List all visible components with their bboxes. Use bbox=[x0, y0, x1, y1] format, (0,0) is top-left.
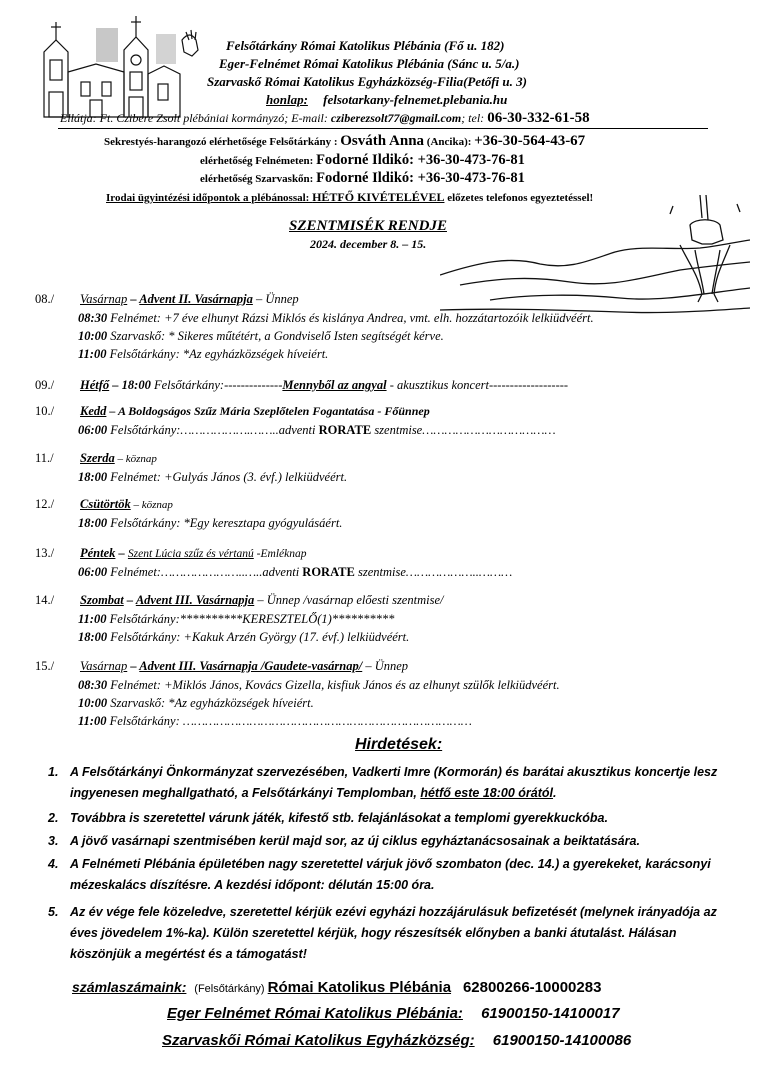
office-note: előzetes telefonos egyeztetéssel! bbox=[444, 192, 594, 204]
szarvasko-value: Fodorné Ildikó: +36-30-473-76-81 bbox=[316, 170, 525, 186]
feast-name: Advent III. Vasárnapja bbox=[135, 593, 255, 607]
mass-type: RORATE bbox=[302, 565, 355, 579]
mass-time: 08:30 bbox=[78, 311, 108, 325]
mass-time: 11:00 bbox=[78, 347, 107, 361]
feast-rank: – Ünnep bbox=[362, 659, 409, 673]
mass-3 bbox=[78, 714, 472, 729]
header-line-2: Eger-Felnémet Római Katolikus Plébánia (Sánc u. 5/a.) bbox=[219, 56, 520, 71]
feast-name: Advent II. Vasárnapja bbox=[139, 292, 253, 306]
day-name: Szombat bbox=[80, 593, 124, 607]
sacristan-name: Osváth Anna bbox=[340, 133, 425, 149]
mass-intention: Felnémet: +Gulyás János (3. évf.) lelkiüdvéért. bbox=[107, 470, 348, 484]
account-row-1 bbox=[72, 979, 601, 996]
day-number: 13./ bbox=[35, 546, 55, 560]
account-row-2 bbox=[167, 1005, 620, 1022]
szarvasko-label: elérhetőség Szarvaskőn: bbox=[200, 173, 317, 185]
feast-rank: -Emléknap bbox=[253, 548, 307, 560]
day-name: Kedd bbox=[80, 404, 107, 418]
day-header bbox=[80, 404, 430, 419]
day-number: 10./ bbox=[35, 404, 55, 418]
priest-text: Ellátja: Ft. Czibere Zsolt plébániai kormányzó; E-mail: bbox=[60, 111, 331, 125]
day-name: Hétfő bbox=[80, 378, 110, 392]
mass-time: 18:00 bbox=[78, 630, 108, 644]
mass-1 bbox=[78, 470, 347, 485]
header-line-3: Szarvaskő Római Katolikus Egyházközség-Filia(Petőfi u. 3) bbox=[207, 74, 527, 89]
office-except: HÉTFŐ KIVÉTELÉVEL bbox=[312, 190, 445, 204]
account-number: 61900150-14100086 bbox=[492, 1032, 632, 1049]
felnemet-contact bbox=[200, 152, 525, 169]
mass-time: 10:00 bbox=[78, 329, 108, 343]
day-header bbox=[80, 659, 408, 674]
mountain-figure-illustration bbox=[440, 190, 750, 320]
announcements-title: Hirdetések: bbox=[355, 736, 443, 753]
account-name: Szarvaskői Római Katolikus Egyházközség: bbox=[162, 1032, 475, 1049]
feast-name: Advent III. Vasárnapja /Gaudete-vasárnap/ bbox=[139, 659, 363, 673]
mass-2 bbox=[78, 696, 314, 711]
feast-name: Szent Lúcia szűz és vértanú bbox=[127, 548, 254, 560]
mass-intention: Szarvaskő: * Sikeres műtétért, a Gondviselő Isten segítségét kérve. bbox=[110, 329, 444, 343]
mass-time: 08:30 bbox=[78, 678, 108, 692]
announcement-2 bbox=[48, 808, 738, 829]
mass-intention: Felsőtárkány: *Egy keresztapa gyógyulásáért. bbox=[107, 516, 343, 530]
event-place: Felsőtárkány:-------------- bbox=[153, 378, 283, 392]
item-end: . bbox=[553, 786, 557, 800]
accounts-label: számlaszámaink: bbox=[72, 979, 187, 995]
item-highlight: hétfő este 18:00 órától bbox=[420, 786, 554, 800]
feast-rank: – Ünnep bbox=[252, 292, 299, 306]
item-number: 2. bbox=[48, 811, 59, 825]
item-text: A jövő vasárnapi szentmisében kerül majd sor, az új ciklus egyháztanácsosainak a beiktatására. bbox=[70, 834, 640, 848]
mass-1 bbox=[78, 565, 512, 580]
announcement-1 bbox=[48, 762, 738, 804]
day-number: 08./ bbox=[35, 292, 55, 306]
szarvasko-contact bbox=[200, 170, 525, 187]
church-illustration bbox=[36, 12, 216, 118]
sacristan-nick: (Ancika): bbox=[424, 136, 475, 148]
item-number: 4. bbox=[48, 857, 59, 871]
item-text bbox=[70, 762, 738, 804]
mass-2 bbox=[78, 630, 409, 645]
mass-time: 06:00 bbox=[78, 565, 108, 579]
mass-time: 11:00 bbox=[78, 714, 107, 728]
feast-rank: – köznap bbox=[114, 453, 157, 465]
mass-1 bbox=[78, 612, 394, 627]
mass-intention: Felnémet: +7 éve elhunyt Rázsi Miklós és kislánya Andrea, vmt. elh. hozzátartozóik lelkiüdvéért. bbox=[110, 311, 594, 325]
mass-time: 18:00 bbox=[78, 470, 108, 484]
mass-type: RORATE bbox=[318, 423, 372, 437]
day-header bbox=[80, 546, 306, 561]
item-number: 3. bbox=[48, 834, 59, 848]
schedule-dates: 2024. december 8. – 15. bbox=[310, 237, 427, 251]
mass-time: 11:00 bbox=[78, 612, 107, 626]
header-line-1: Felsőtárkány Római Katolikus Plébánia (Fő u. 182) bbox=[226, 38, 505, 53]
mass-intention: Felsőtárkány: …………………………………………………………………… bbox=[106, 714, 472, 728]
separator: – bbox=[127, 659, 140, 673]
mass-1 bbox=[78, 311, 594, 326]
event-type: - akusztikus koncert------------------- bbox=[386, 378, 569, 392]
item-number: 1. bbox=[48, 765, 59, 779]
mass-3 bbox=[78, 347, 328, 362]
separator: – bbox=[115, 546, 128, 560]
item-text: A Felnémeti Plébánia épületében nagy szeretettel várjuk jövő szombaton (dec. 14.) a gyerekeket, karácsonyi mézeskalács díszítésre. A kezdési időpont: délután 15:00 óra. bbox=[70, 857, 711, 892]
mass-1 bbox=[78, 678, 560, 693]
day-header bbox=[80, 593, 443, 608]
day-number: 12./ bbox=[35, 497, 55, 511]
tel-label: ; tel: bbox=[461, 111, 488, 125]
felnemet-label: elérhetőség Felnémeten: bbox=[200, 155, 317, 167]
priest-info bbox=[60, 110, 590, 127]
feast-name: – A Boldogságos Szűz Mária Szeplőtelen Fogantatása - Főünnep bbox=[106, 404, 430, 418]
day-number: 14./ bbox=[35, 593, 55, 607]
mass-suffix: szentmise……………………………… bbox=[371, 423, 556, 437]
account-name: Eger Felnémet Római Katolikus Plébánia: bbox=[167, 1005, 463, 1022]
day-number: 09./ bbox=[35, 378, 55, 392]
event-time: – 18:00 bbox=[109, 378, 154, 392]
office-label: Irodai ügyintézési időpontok a plébánossal: bbox=[106, 192, 313, 204]
account-parish-note: (Felsőtárkány) bbox=[194, 983, 268, 995]
feast-rank: – köznap bbox=[130, 499, 173, 511]
mass-place: Felnémet:…………………..…..adventi bbox=[107, 565, 303, 579]
mass-2 bbox=[78, 329, 444, 344]
mass-time: 06:00 bbox=[78, 423, 108, 437]
sacristan-label: Sekrestyés-harangozó elérhetősége Felsőtárkány : bbox=[104, 136, 341, 148]
mass-intention: Felsőtárkány: *Az egyházközségek híveiért. bbox=[109, 347, 329, 361]
account-number: 62800266-10000283 bbox=[462, 979, 602, 996]
item-text: Az év vége fele közeledve, szeretettel kérjük ezévi egyházi hozzájárulásuk befizetését (melynek irányadója az éves jövedelem 1%-ka). Külön szeretettel kérjük, hogy részesítsék előnyben a banki átutalást. Hálásan köszönjük a megértést és a támogatást! bbox=[70, 905, 717, 961]
day-number: 15./ bbox=[35, 659, 55, 673]
day-name: Vasárnap bbox=[80, 292, 128, 306]
account-name: Római Katolikus Plébánia bbox=[267, 979, 452, 996]
separator: – bbox=[127, 292, 140, 306]
day-number: 11./ bbox=[35, 451, 54, 465]
day-name: Szerda bbox=[80, 451, 115, 465]
account-number: 61900150-14100017 bbox=[481, 1005, 620, 1022]
felnemet-value: Fodorné Ildikó: +36-30-473-76-81 bbox=[316, 152, 525, 168]
day-header bbox=[80, 451, 157, 466]
header-divider bbox=[58, 128, 708, 129]
homepage-link[interactable]: felsotarkany-felnemet.plebania.hu bbox=[323, 92, 508, 107]
homepage-row bbox=[266, 92, 507, 108]
priest-email[interactable]: cziberezsolt77@gmail.com bbox=[330, 111, 462, 125]
mass-intention: Felsőtárkány:**********KERESZTELŐ(1)********** bbox=[106, 612, 395, 626]
mass-place: Felsőtárkány:……………….……..adventi bbox=[107, 423, 319, 437]
item-number: 5. bbox=[48, 905, 59, 919]
item-body: A Felsőtárkányi Önkormányzat szervezésében, Vadkerti Imre (Kormorán) és barátai akusztikus koncertje lesz ingyenesen meghallgatható, a Felsőtárkányi Templomban, bbox=[70, 765, 718, 800]
day-header bbox=[80, 292, 299, 307]
announcement-3 bbox=[48, 831, 738, 852]
mass-intention: Felnémet: +Miklós János, Kovács Gizella, kisfiuk János és az elhunyt szülők lelkiüdvéért. bbox=[107, 678, 560, 692]
announcement-5 bbox=[48, 902, 738, 965]
separator: – bbox=[123, 593, 136, 607]
day-name: Péntek bbox=[80, 546, 116, 560]
day-header bbox=[80, 378, 568, 393]
mass-intention: Szarvaskő: *Az egyházközségek híveiért. bbox=[107, 696, 314, 710]
mass-suffix: szentmise………………..……… bbox=[354, 565, 513, 579]
priest-phone: 06-30-332-61-58 bbox=[487, 110, 590, 126]
event-title: Mennyből az angyal bbox=[282, 378, 387, 392]
mass-1 bbox=[78, 516, 342, 531]
account-row-3 bbox=[162, 1032, 631, 1049]
announcement-4 bbox=[48, 854, 738, 896]
feast-rank: – Ünnep /vasárnap előesti szentmise/ bbox=[254, 593, 444, 607]
sacristan-row bbox=[104, 133, 585, 150]
homepage-label: honlap: bbox=[266, 92, 308, 107]
item-text: Továbbra is szeretettel várunk játék, kifestő stb. felajánlásokat a templomi gyerekkuckóba. bbox=[70, 811, 608, 825]
mass-1 bbox=[78, 423, 556, 438]
day-header bbox=[80, 497, 173, 512]
day-name: Vasárnap bbox=[80, 659, 128, 673]
sacristan-phone: +36-30-564-43-67 bbox=[474, 133, 586, 149]
mass-time: 18:00 bbox=[78, 516, 108, 530]
mass-time: 10:00 bbox=[78, 696, 108, 710]
day-name: Csütörtök bbox=[80, 497, 131, 511]
mass-intention: Felsőtárkány: +Kakuk Arzén György (17. évf.) lelkiüdvéért. bbox=[107, 630, 410, 644]
schedule-title: SZENTMISÉK RENDJE bbox=[289, 218, 447, 234]
